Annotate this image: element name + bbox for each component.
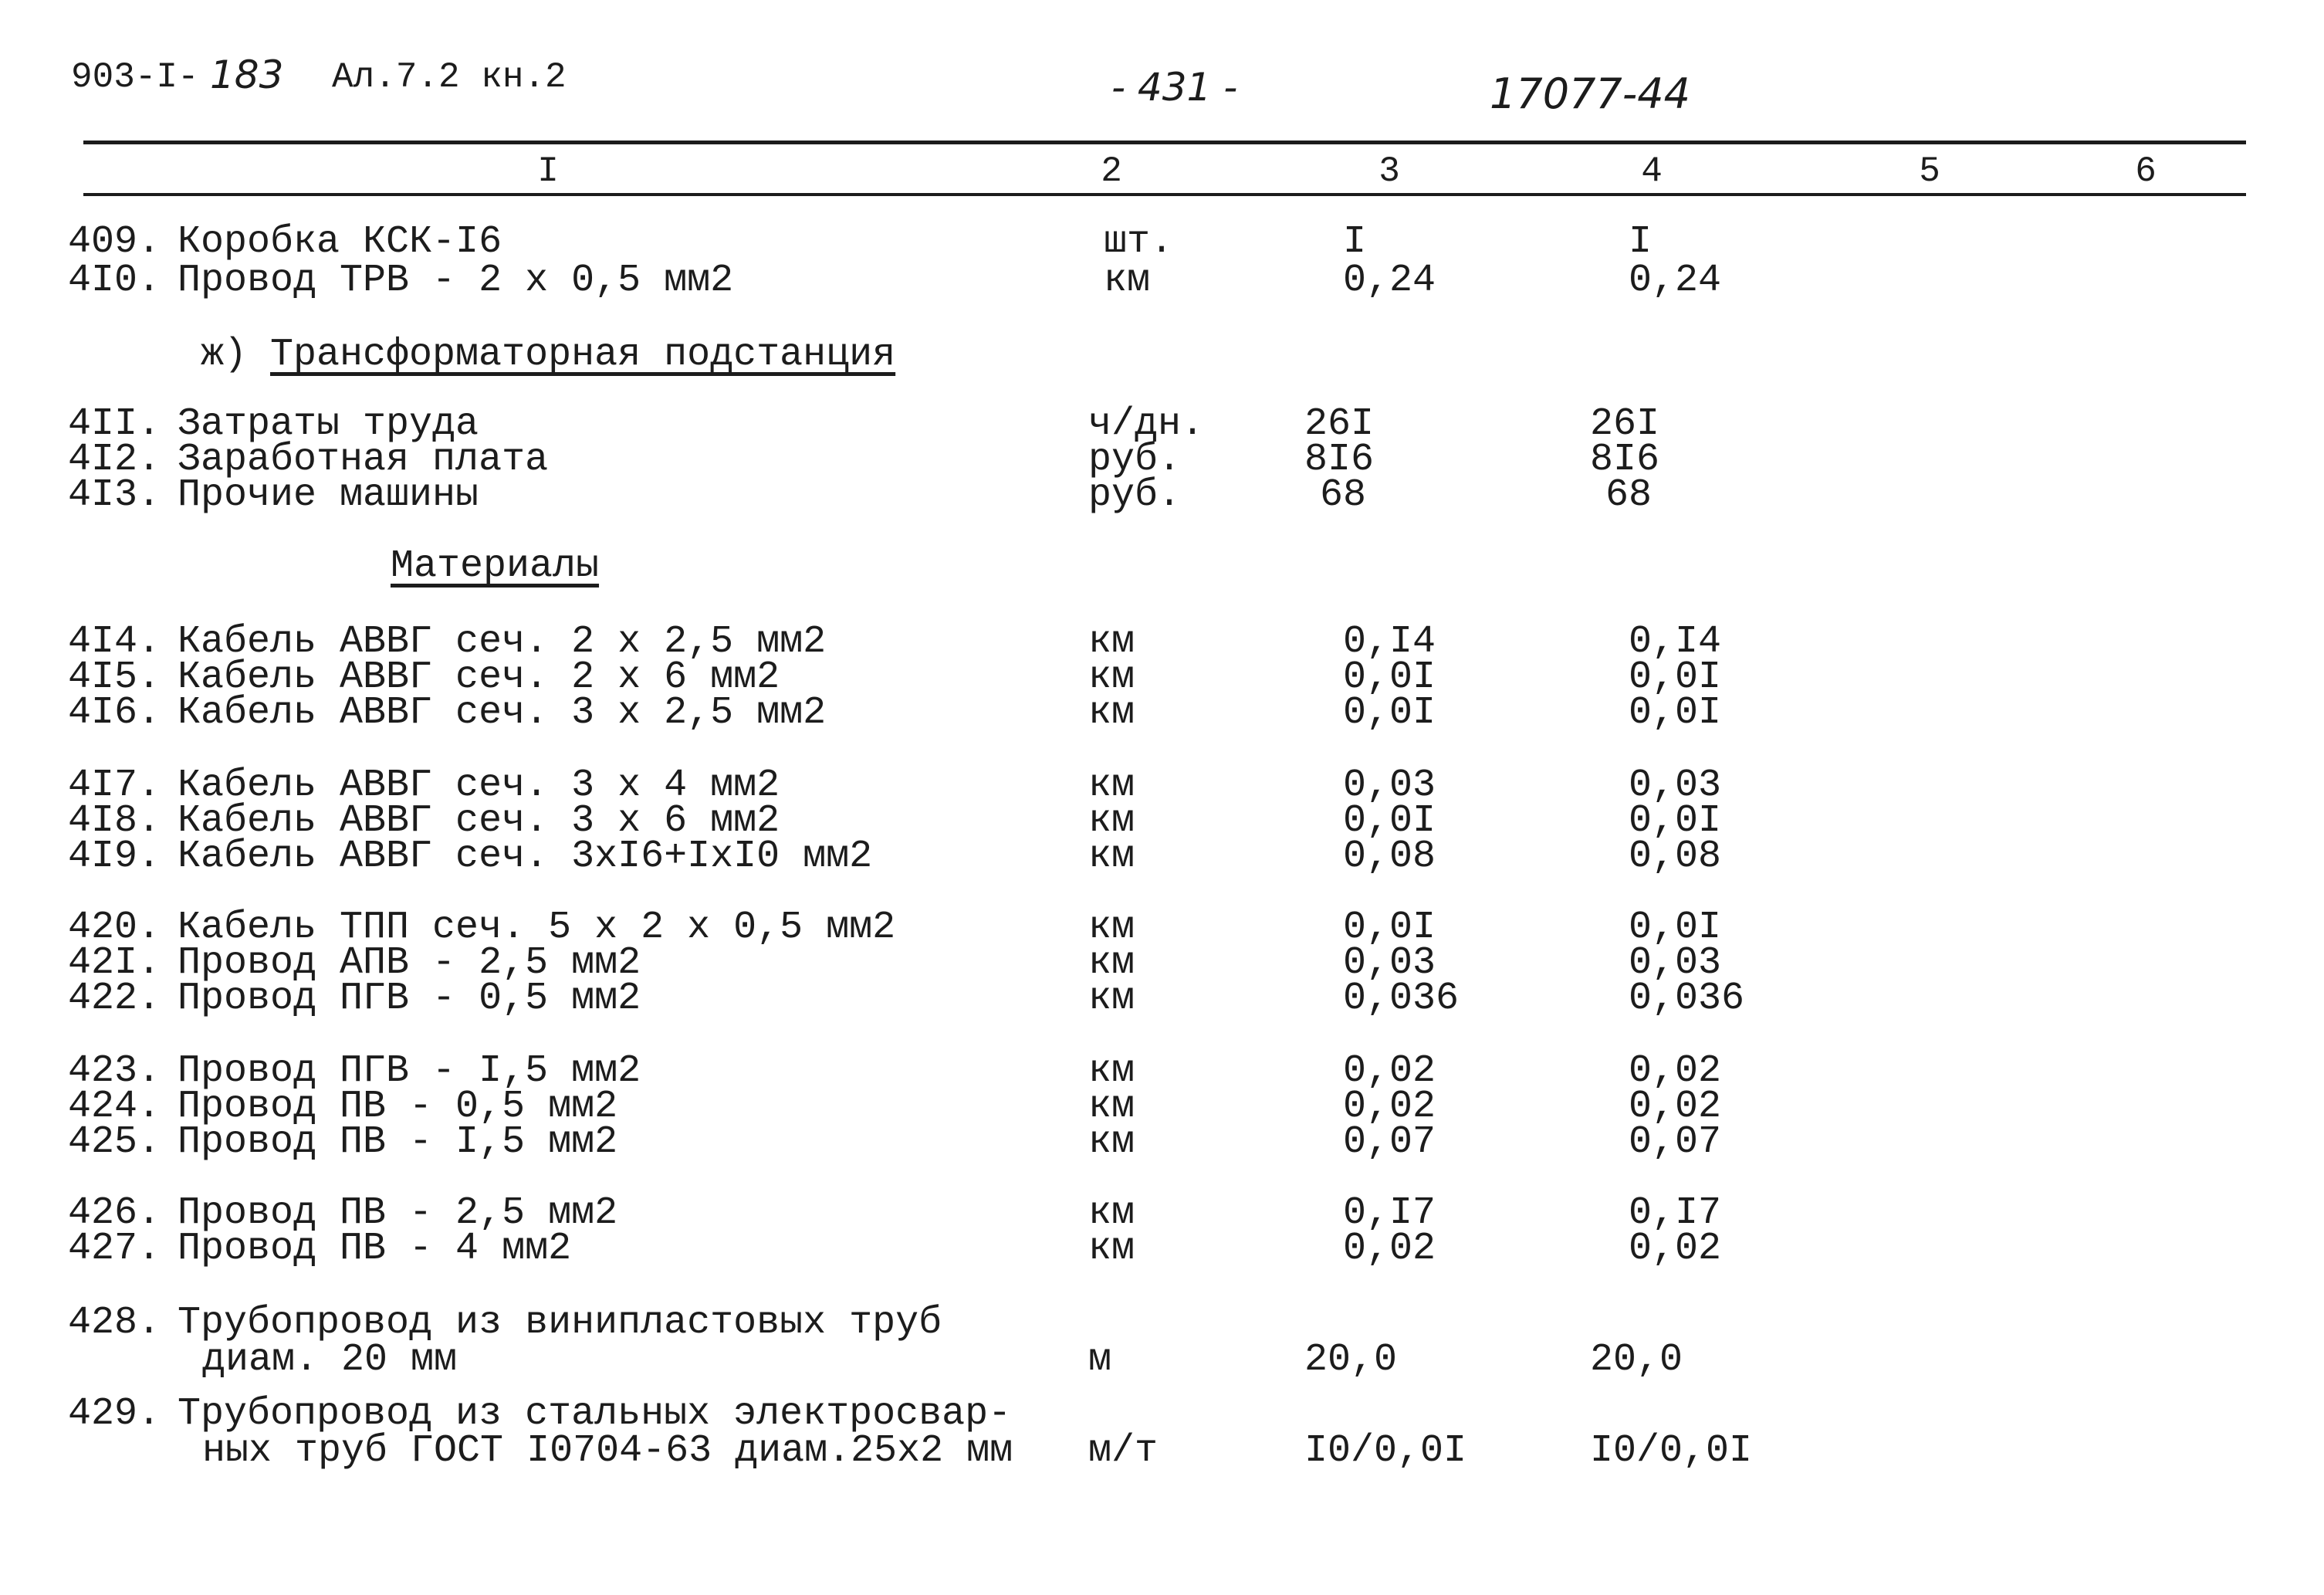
table-row [0,1392,2324,1436]
row-number: 423. [68,1049,161,1093]
row-name: Провод ПВ - I,5 мм2 [178,1120,618,1164]
row-name-line-2: ных труб ГОСТ I0704-63 диам.25х2 мм [202,1429,1013,1473]
row-qty-4: 0,03 [1629,764,1722,808]
row-name: Прочие машины [178,473,479,517]
row-unit: км [1088,1085,1135,1129]
row-qty-3: I0/0,0I [1304,1429,1467,1473]
table-row-continuation [0,1429,2324,1473]
column-header-5: 5 [1919,151,1940,191]
row-name: Затраты труда [178,402,479,446]
row-name: Кабель АВВГ сеч. 3хI6+IхI0 мм2 [178,835,873,879]
row-unit: км [1088,906,1135,950]
row-name: Провод ПГВ - I,5 мм2 [178,1049,641,1093]
row-qty-3: 0,0I [1343,655,1436,699]
row-qty-3: 0,0I [1343,691,1436,735]
row-name: Провод ПГВ - 0,5 мм2 [178,977,641,1021]
row-qty-3: I [1343,220,1367,264]
row-number: 409. [68,220,161,264]
row-unit: км [1088,655,1135,699]
row-qty-3: 0,0I [1343,906,1436,950]
row-qty-3: 0,0I [1343,799,1436,843]
row-unit: м [1088,1338,1112,1382]
row-name-line-2: диам. 20 мм [202,1338,458,1382]
row-unit: км [1088,941,1135,985]
row-number: 4I7. [68,764,161,808]
row-number: 4I9. [68,835,161,879]
row-qty-3: 0,07 [1343,1120,1436,1164]
row-number: 4I8. [68,799,161,843]
row-unit: км [1088,1191,1135,1235]
row-qty-3: 68 [1320,473,1367,517]
row-name-line-1: Трубопровод из стальных электросвар- [178,1392,1012,1436]
row-number: 4I2. [68,438,161,482]
row-unit: км [1088,977,1135,1021]
materials-title: Материалы [391,544,600,588]
row-name: Провод ПВ - 0,5 мм2 [178,1085,618,1129]
section-title-prefix: ж) [201,333,271,377]
row-name: Кабель АВВГ сеч. 2 х 2,5 мм2 [178,620,827,664]
row-qty-4: 68 [1605,473,1653,517]
row-qty-4: 0,0I [1629,655,1722,699]
row-name: Провод ПВ - 2,5 мм2 [178,1191,618,1235]
row-name: Коробка КСК-I6 [178,220,502,264]
doc-reference: Ал.7.2 кн.2 [332,57,567,97]
row-qty-3: 8I6 [1304,438,1375,482]
row-name: Заработная плата [178,438,549,482]
row-qty-3: 0,02 [1343,1049,1436,1093]
row-qty-4: 0,08 [1629,835,1722,879]
row-number: 422. [68,977,161,1021]
row-name-line-1: Трубопровод из винипластовых труб [178,1301,942,1345]
row-number: 4II. [68,402,161,446]
row-unit: км [1088,620,1135,664]
row-number: 420. [68,906,161,950]
row-unit: шт. [1104,220,1174,264]
row-qty-4: I [1629,220,1653,264]
row-number: 425. [68,1120,161,1164]
row-number: 426. [68,1191,161,1235]
row-unit: км [1088,1120,1135,1164]
row-name: Провод АПВ - 2,5 мм2 [178,941,641,985]
row-number: 427. [68,1227,161,1271]
row-name: Кабель АВВГ сеч. 3 х 4 мм2 [178,764,780,808]
row-qty-3: 0,02 [1343,1227,1436,1271]
row-qty-4: 0,02 [1629,1049,1722,1093]
row-qty-4: 0,036 [1629,977,1745,1021]
page-number: - 431 - [1111,65,1238,110]
row-unit: км [1088,691,1135,735]
row-number: 429. [68,1392,161,1436]
row-qty-4: 0,24 [1629,259,1722,303]
column-header-3: 3 [1379,151,1400,191]
row-unit: руб. [1088,473,1182,517]
row-number: 4I3. [68,473,161,517]
section-title [201,334,895,377]
row-number: 4I0. [68,259,161,303]
row-name: Кабель АВВГ сеч. 3 х 2,5 мм2 [178,691,827,735]
table-row [0,691,2324,735]
table-row [0,1120,2324,1164]
row-qty-3: 0,I7 [1343,1191,1436,1235]
row-qty-3: 0,02 [1343,1085,1436,1129]
row-number: 4I4. [68,620,161,664]
row-name: Кабель АВВГ сеч. 3 х 6 мм2 [178,799,780,843]
row-qty-4: 8I6 [1590,438,1660,482]
row-qty-4: 0,I7 [1629,1191,1722,1235]
row-unit: км [1088,1227,1135,1271]
row-qty-4: 0,0I [1629,906,1722,950]
row-qty-3: 0,03 [1343,941,1436,985]
row-number: 424. [68,1085,161,1129]
row-number: 428. [68,1301,161,1345]
row-unit: ч/дн. [1088,402,1205,446]
doc-code-handwritten: 183 [210,52,284,97]
row-qty-4: 0,0I [1629,691,1722,735]
row-qty-3: 0,08 [1343,835,1436,879]
table-row [0,220,2324,264]
row-number: 4I5. [68,655,161,699]
row-qty-4: 0,02 [1629,1085,1722,1129]
row-qty-4: 0,0I [1629,799,1722,843]
row-unit: км [1088,764,1135,808]
table-row [0,259,2324,303]
row-qty-3: 0,03 [1343,764,1436,808]
row-qty-3: 0,036 [1343,977,1460,1021]
table-row [0,1227,2324,1271]
row-unit: км [1088,799,1135,843]
column-header-2: 2 [1101,151,1122,191]
row-qty-4: 26I [1590,402,1660,446]
row-qty-3: 0,I4 [1343,620,1436,664]
row-qty-4: 0,I4 [1629,620,1722,664]
row-unit: руб. [1088,438,1182,482]
row-unit: м/т [1088,1429,1159,1473]
row-unit: км [1104,259,1151,303]
table-row [0,835,2324,879]
row-name: Провод ТРВ - 2 х 0,5 мм2 [178,259,734,303]
row-qty-4: 20,0 [1590,1338,1683,1382]
row-qty-3: 20,0 [1304,1338,1398,1382]
row-name: Кабель ТПП сеч. 5 х 2 х 0,5 мм2 [178,906,896,950]
table-row-continuation [0,1338,2324,1382]
table-row [0,473,2324,517]
column-header-4: 4 [1641,151,1663,191]
table-row [0,977,2324,1021]
table-top-rule [83,141,2246,144]
row-unit: км [1088,1049,1135,1093]
row-number: 4I6. [68,691,161,735]
row-qty-4: 0,02 [1629,1227,1722,1271]
row-name: Провод ПВ - 4 мм2 [178,1227,572,1271]
row-qty-3: 0,24 [1343,259,1436,303]
row-qty-4: 0,07 [1629,1120,1722,1164]
row-qty-3: 26I [1304,402,1375,446]
table-row [0,1301,2324,1345]
column-header-1: I [537,151,559,191]
doc-code-prefix: 903-I- [71,57,199,97]
row-qty-4: I0/0,0I [1590,1429,1753,1473]
section-title-text: Трансформаторная подстанция [270,333,896,377]
archive-number: 17077-44 [1490,69,1690,118]
row-name: Кабель АВВГ сеч. 2 х 6 мм2 [178,655,780,699]
table-header-rule [83,193,2246,196]
row-qty-4: 0,03 [1629,941,1722,985]
column-header-6: 6 [2135,151,2157,191]
row-unit: км [1088,835,1135,879]
row-number: 42I. [68,941,161,985]
